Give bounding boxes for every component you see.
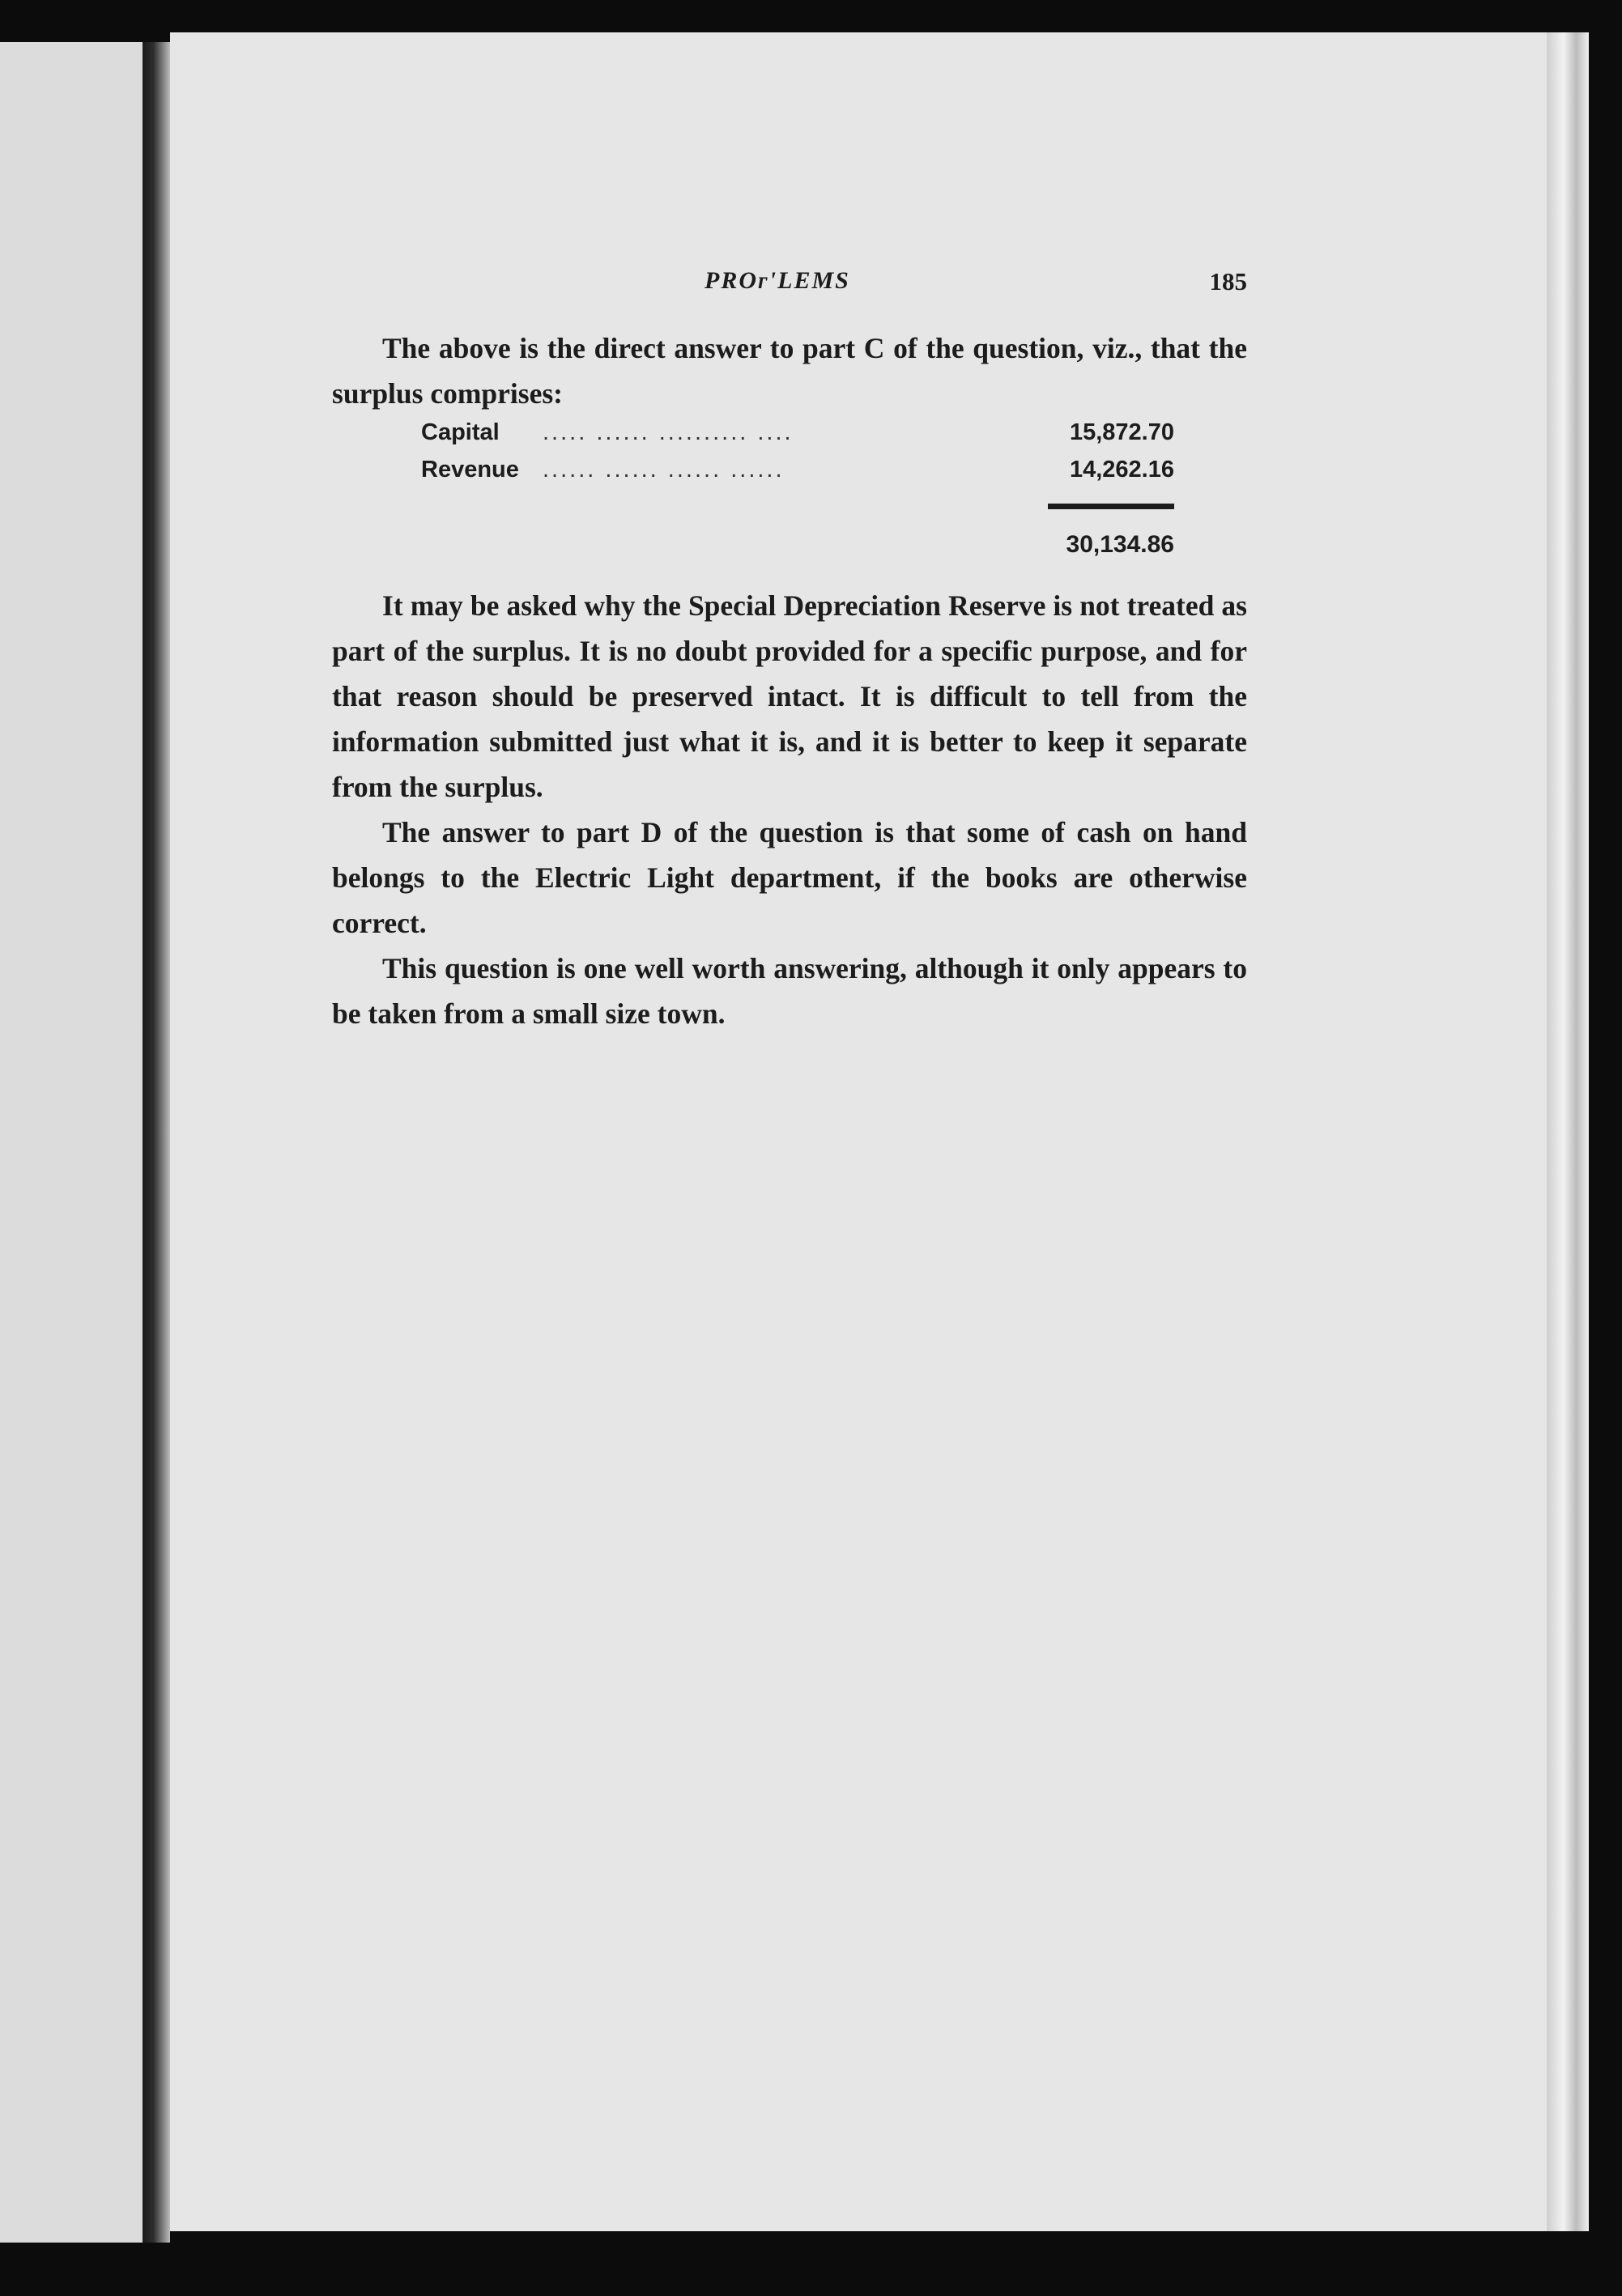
facing-page-edge bbox=[0, 42, 143, 2243]
row-label: Capital bbox=[421, 419, 500, 445]
table-row bbox=[421, 419, 1174, 455]
paragraph-4: This question is one well worth answering, although it only appears to be taken from a small size town. bbox=[332, 952, 1247, 1030]
paragraph-1: The above is the direct answer to part C of the question, viz., that the surplus comprises: bbox=[332, 332, 1247, 410]
running-title: PROᴦ'LEMS bbox=[705, 267, 850, 294]
text-block bbox=[332, 267, 1247, 1036]
row-amount: 14,262.16 bbox=[1069, 457, 1174, 483]
table-row bbox=[421, 457, 1174, 492]
page-edge bbox=[1547, 32, 1589, 2231]
total-row bbox=[421, 520, 1174, 568]
row-amount: 15,872.70 bbox=[1069, 419, 1174, 445]
book-gutter bbox=[143, 42, 170, 2243]
surplus-table bbox=[421, 416, 1174, 520]
leader-dots: ..... ...... .......... .... bbox=[543, 419, 794, 445]
total-amount: 30,134.86 bbox=[1066, 531, 1174, 558]
page-number: 185 bbox=[1209, 267, 1247, 296]
total-rule bbox=[1048, 504, 1174, 509]
leader-dots: ...... ...... ...... ...... bbox=[543, 457, 785, 483]
row-label: Revenue bbox=[421, 457, 519, 483]
paragraph-3: The answer to part D of the question is that some of cash on hand belongs to the Electric Light department, if the books are otherwise correct. bbox=[332, 816, 1247, 939]
running-head bbox=[332, 267, 1247, 308]
paragraph-2: It may be asked why the Special Depreciation Reserve is not treated as part of the surplus. It is no doubt provided for a specific purpose, and for that reason should be preserved intact. It is difficult to tell from the information submitted just what it is, and it is better to keep it separate from the surplus. bbox=[332, 589, 1247, 803]
